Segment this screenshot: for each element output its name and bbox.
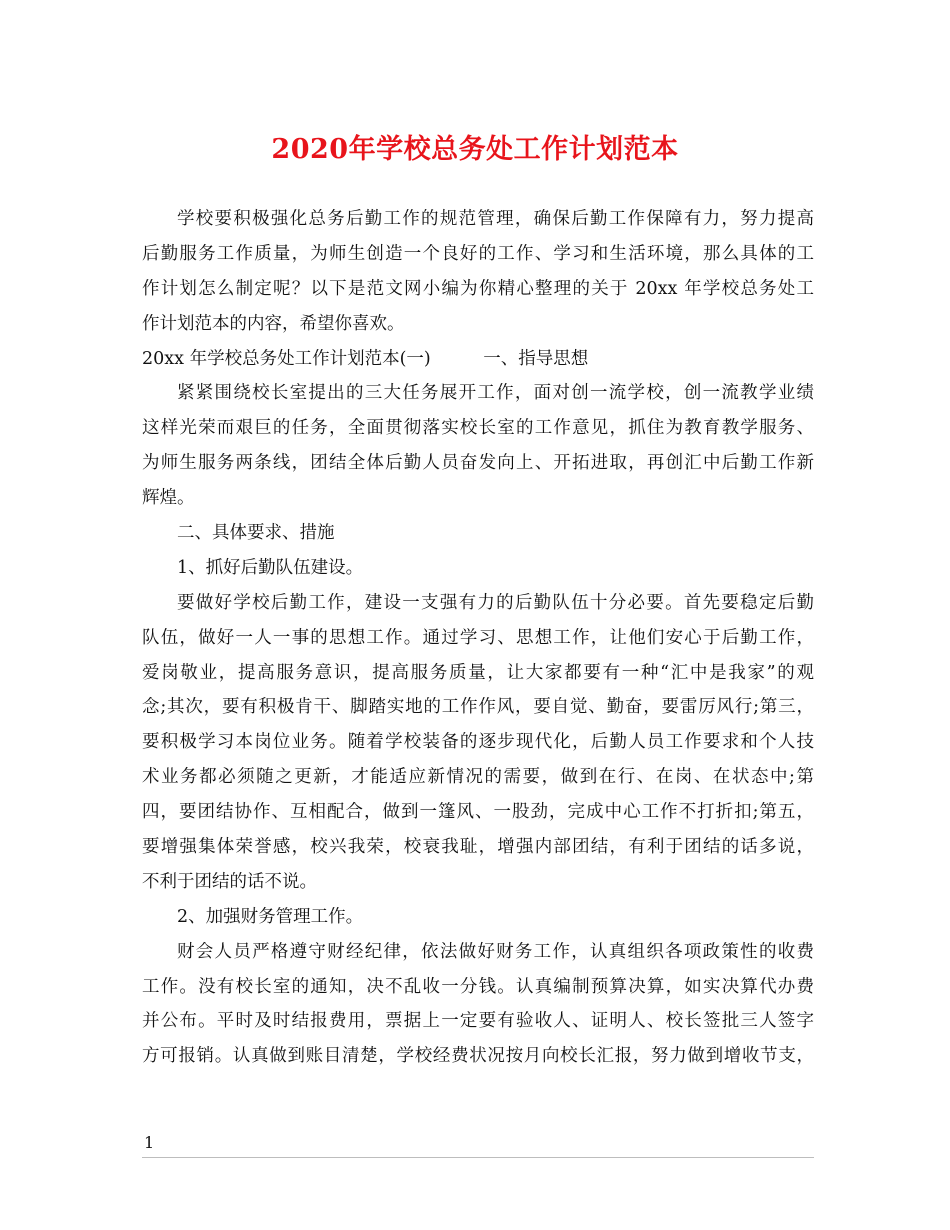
body-line: 并公布。平时及时结报费用，票据上一定要有验收人、证明人、校长签批三人签字 bbox=[142, 1011, 814, 1032]
body-line: 紧紧围绕校长室提出的三大任务展开工作，面对创一流学校，创一流教学业绩 bbox=[177, 383, 814, 404]
body-line: 财会人员严格遵守财经纪律，依法做好财务工作，认真组织各项政策性的收费 bbox=[177, 941, 814, 962]
body-line: 念;其次，要有积极肯干、脚踏实地的工作作风，要自觉、勤奋，要雷厉风行;第三， bbox=[142, 697, 814, 718]
body-line: 后勤服务工作质量，为师生创造一个良好的工作、学习和生活环境，那么具体的工 bbox=[142, 243, 814, 264]
body-line: 要增强集体荣誉感，校兴我荣，校衰我耻，增强内部团结，有利于团结的话多说， bbox=[142, 837, 814, 858]
body-line: 不利于团结的话不说。 bbox=[142, 871, 317, 892]
body-line: 工作。没有校长室的通知，决不乱收一分钱。认真编制预算决算，如实决算代办费 bbox=[142, 976, 814, 997]
footer-divider bbox=[142, 1157, 814, 1158]
body-line: 术业务都必须随之更新，才能适应新情况的需要，做到在行、在岗、在状态中;第 bbox=[142, 767, 814, 788]
body-line: 要积极学习本岗位业务。随着学校装备的逐步现代化，后勤人员工作要求和个人技 bbox=[142, 732, 814, 753]
subsection-heading: 2、加强财务管理工作。 bbox=[177, 906, 364, 927]
document-body bbox=[142, 202, 814, 1074]
body-line: 作计划怎么制定呢？以下是范文网小编为你精心整理的关于 20xx 年学校总务处工 bbox=[142, 278, 814, 299]
body-line: 这样光荣而艰巨的任务，全面贯彻落实校长室的工作意见，抓住为教育教学服务、 bbox=[142, 418, 814, 439]
section-heading-line: 20xx 年学校总务处工作计划范本(一) 一、指导思想 bbox=[142, 348, 589, 369]
body-line: 要做好学校后勤工作，建设一支强有力的后勤队伍十分必要。首先要稳定后勤 bbox=[177, 592, 814, 613]
page-number: 1 bbox=[144, 1133, 155, 1152]
body-line: 爱岗敬业，提高服务意识，提高服务质量，让大家都要有一种“汇中是我家”的观 bbox=[142, 662, 814, 683]
body-line: 为师生服务两条线，团结全体后勤人员奋发向上、开拓进取，再创汇中后勤工作新 bbox=[142, 453, 814, 474]
body-line: 辉煌。 bbox=[142, 488, 195, 509]
body-line: 四，要团结协作、互相配合，做到一篷风、一股劲，完成中心工作不打折扣;第五， bbox=[142, 802, 814, 823]
body-line: 方可报销。认真做到账目清楚，学校经费状况按月向校长汇报，努力做到增收节支， bbox=[142, 1046, 814, 1067]
subsection-heading: 1、抓好后勤队伍建设。 bbox=[177, 557, 364, 578]
body-line: 学校要积极强化总务后勤工作的规范管理，确保后勤工作保障有力，努力提高 bbox=[177, 209, 814, 229]
section-heading: 二、具体要求、措施 bbox=[177, 523, 335, 544]
body-line: 队伍，做好一人一事的思想工作。通过学习、思想工作，让他们安心于后勤工作， bbox=[142, 627, 814, 648]
body-line: 作计划范本的内容，希望你喜欢。 bbox=[142, 313, 405, 334]
document-title: 2020年学校总务处工作计划范本 bbox=[271, 134, 679, 165]
